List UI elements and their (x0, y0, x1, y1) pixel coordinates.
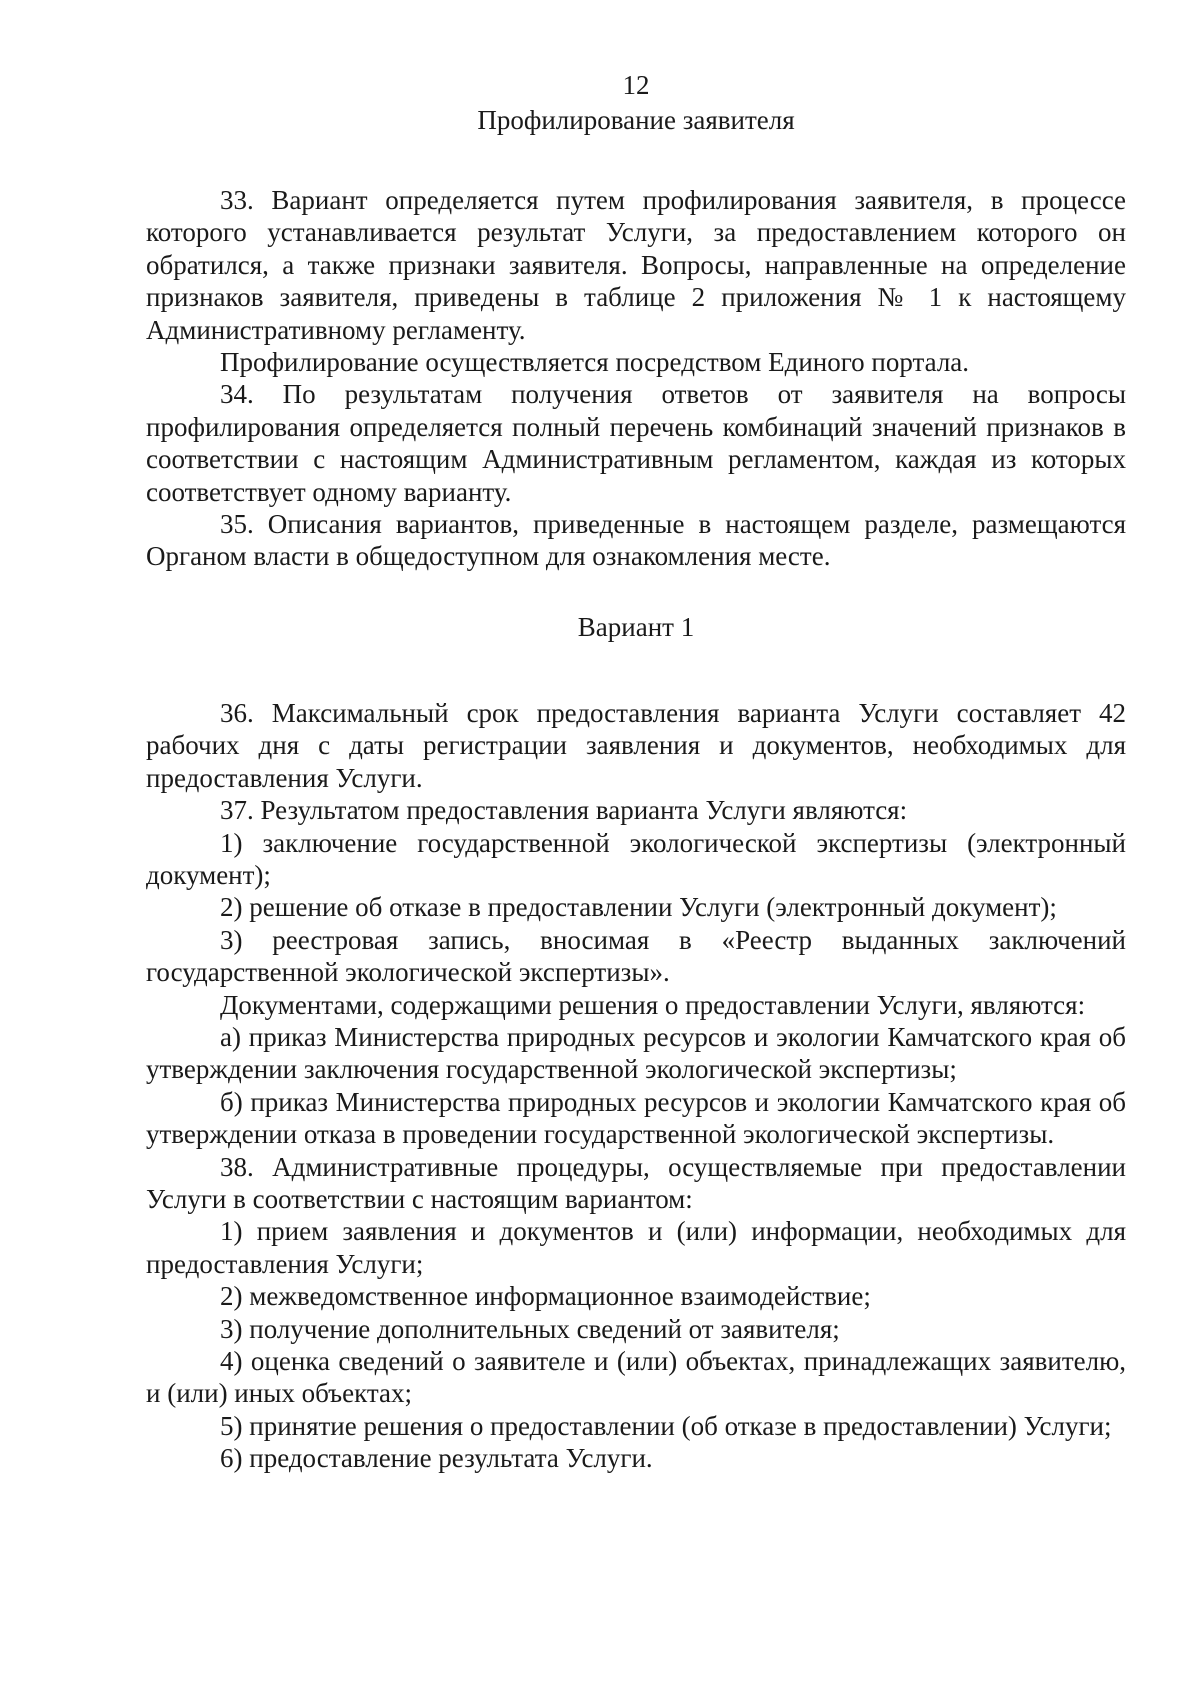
document-page (146, 66, 1126, 1475)
list-item-38-4: 4) оценка сведений о заявителе и (или) объектах, принадлежащих заявителю, и (или) иных объектах; (146, 1346, 1126, 1409)
list-item-38-6: 6) предоставление результата Услуги. (220, 1443, 653, 1474)
list-item-documents-a: а) приказ Министерства природных ресурсов и экологии Камчатского края об утверждении заключения государственной экологической экспертизы; (146, 1021, 1126, 1085)
list-item-38-3: 3) получение дополнительных сведений от заявителя; (220, 1313, 840, 1344)
list-item-documents-b: б) приказ Министерства природных ресурсов и экологии Камчатского края об утверждении отказа в проведении государственной экологической экспертизы. (146, 1086, 1126, 1150)
variant-body (146, 697, 1126, 1475)
section-body (146, 184, 1126, 573)
paragraph-35: 35. Описания вариантов, приведенные в настоящем разделе, размещаются Органом власти в общедоступном для ознакомления месте. (146, 509, 1126, 572)
section-title: Профилирование заявителя (477, 105, 795, 135)
list-item-38-5: 5) принятие решения о предоставлении (об отказе в предоставлении) Услуги; (220, 1410, 1112, 1441)
variant-title: Вариант 1 (577, 611, 695, 642)
paragraph-38: 38. Административные процедуры, осуществляемые при предоставлении Услуги в соответствии с настоящим вариантом: (146, 1151, 1126, 1214)
paragraph-37: 37. Результатом предоставления варианта Услуги являются: (220, 795, 908, 826)
list-item-38-2: 2) межведомственное информационное взаимодействие; (220, 1281, 871, 1312)
paragraph-documents: Документами, содержащими решения о предоставлении Услуги, являются: (220, 989, 1086, 1020)
page-number: 12 (622, 70, 650, 100)
paragraph-portal: Профилирование осуществляется посредством Единого портала. (220, 347, 970, 378)
list-item-37-2: 2) решение об отказе в предоставлении Услуги (электронный документ); (220, 892, 1057, 923)
list-item-37-1: 1) заключение государственной экологической экспертизы (электронный документ); (146, 827, 1126, 890)
paragraph-36: 36. Максимальный срок предоставления варианта Услуги составляет 42 рабочих дня с даты регистрации заявления и документов, необходимых для предоставления Услуги. (146, 697, 1126, 793)
list-item-37-3: 3) реестровая запись, вносимая в «Реестр выданных заключений государственной экологической экспертизы». (146, 924, 1126, 988)
list-item-38-1: 1) прием заявления и документов и (или) информации, необходимых для предоставления Услуги; (146, 1216, 1126, 1279)
paragraph-34: 34. По результатам получения ответов от заявителя на вопросы профилирования определяется полный перечень комбинаций значений признаков в соответствии с настоящим Административным регламентом, каждая из которых соответствует одному варианту. (146, 379, 1126, 507)
paragraph-33: 33. Вариант определяется путем профилирования заявителя, в процессе которого устанавливается результат Услуги, за предоставлением которого он обратился, а также признаки заявителя. Вопросы, направленные на определение признаков заявителя, приведены в таблице 2 приложения № 1 к настоящему Административному регламенту. (146, 185, 1126, 345)
